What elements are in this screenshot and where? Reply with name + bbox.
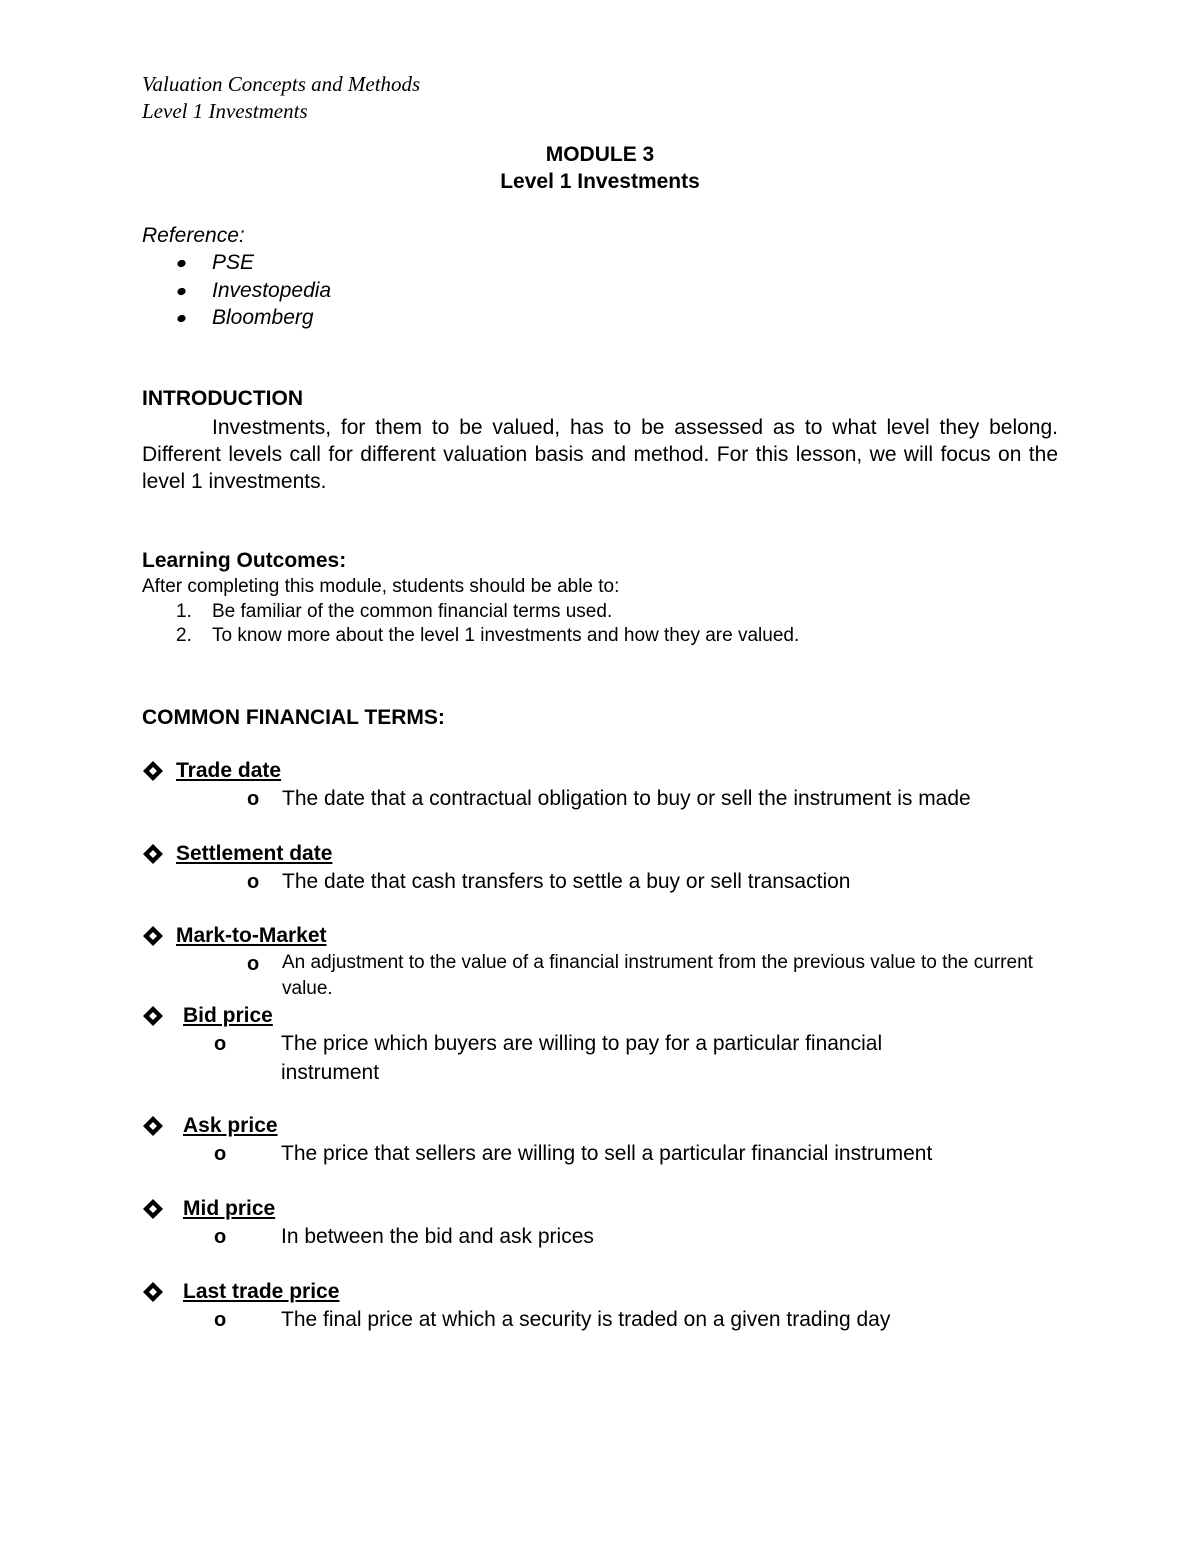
term-title: Mark-to-Market	[176, 924, 327, 947]
term-title: Last trade price	[183, 1280, 340, 1303]
diamond-bullet-icon	[142, 1115, 164, 1137]
circle-bullet-icon: o	[247, 871, 260, 893]
term-title: Ask price	[183, 1114, 278, 1137]
diamond-bullet-icon	[142, 843, 164, 865]
learning-outcomes-intro: After completing this module, students should be able to:	[142, 576, 620, 597]
module-subtitle: Level 1 Investments	[500, 170, 700, 193]
diamond-bullet-icon	[142, 1198, 164, 1220]
document-header-course: Valuation Concepts and Methods	[142, 72, 421, 96]
term-title: Mid price	[183, 1197, 276, 1220]
learning-outcome-item	[176, 625, 799, 647]
reference-item-label: PSE	[212, 251, 255, 274]
term-definition: In between the bid and ask prices	[281, 1225, 594, 1248]
term-definition: The date that cash transfers to settle a buy or sell transaction	[282, 870, 851, 893]
reference-label: Reference:	[142, 224, 245, 247]
reference-item-label: Bloomberg	[212, 306, 314, 329]
circle-bullet-icon: o	[214, 1033, 227, 1055]
learning-outcome-item	[176, 601, 612, 623]
bullet-dot-icon	[176, 314, 186, 323]
term-definition: The final price at which a security is traded on a given trading day	[281, 1308, 891, 1331]
financial-terms-heading: COMMON FINANCIAL TERMS:	[142, 706, 445, 729]
term-title: Bid price	[183, 1004, 273, 1027]
circle-bullet-icon: o	[214, 1309, 227, 1331]
learning-outcome-text: To know more about the level 1 investments and how they are valued.	[212, 625, 800, 646]
diamond-bullet-icon	[142, 1005, 164, 1027]
term-definition: An adjustment to the value of a financial instrument from the previous value to the current value.	[282, 952, 1033, 999]
diamond-bullet-icon	[142, 925, 164, 947]
circle-bullet-icon: o	[247, 953, 260, 975]
circle-bullet-icon: o	[247, 788, 260, 810]
learning-outcome-text: Be familiar of the common financial terms used.	[212, 601, 613, 622]
list-number: 2.	[176, 625, 192, 646]
term-definition: The date that a contractual obligation to buy or sell the instrument is made	[282, 787, 971, 810]
term-definition: The price that sellers are willing to sell a particular financial instrument	[281, 1142, 933, 1165]
module-title: MODULE 3	[545, 143, 655, 166]
list-number: 1.	[176, 601, 192, 622]
introduction-paragraph: Investments, for them to be valued, has to be assessed as to what level they belong. Different levels call for different valuation basis and method. For this lesson, we will focus on the level 1 investments.	[142, 416, 1058, 493]
term-title: Trade date	[176, 759, 282, 782]
diamond-bullet-icon	[142, 760, 164, 782]
term-title: Settlement date	[176, 842, 333, 865]
reference-item-label: Investopedia	[212, 279, 332, 302]
bullet-dot-icon	[176, 287, 186, 296]
bullet-dot-icon	[176, 259, 186, 268]
diamond-bullet-icon	[142, 1281, 164, 1303]
term-definition: The price which buyers are willing to pay for a particular financial instrument	[281, 1032, 883, 1084]
introduction-heading: INTRODUCTION	[142, 387, 303, 410]
learning-outcomes-heading: Learning Outcomes:	[142, 549, 347, 572]
circle-bullet-icon: o	[214, 1143, 227, 1165]
document-header-topic: Level 1 Investments	[142, 99, 308, 123]
circle-bullet-icon: o	[214, 1226, 227, 1248]
